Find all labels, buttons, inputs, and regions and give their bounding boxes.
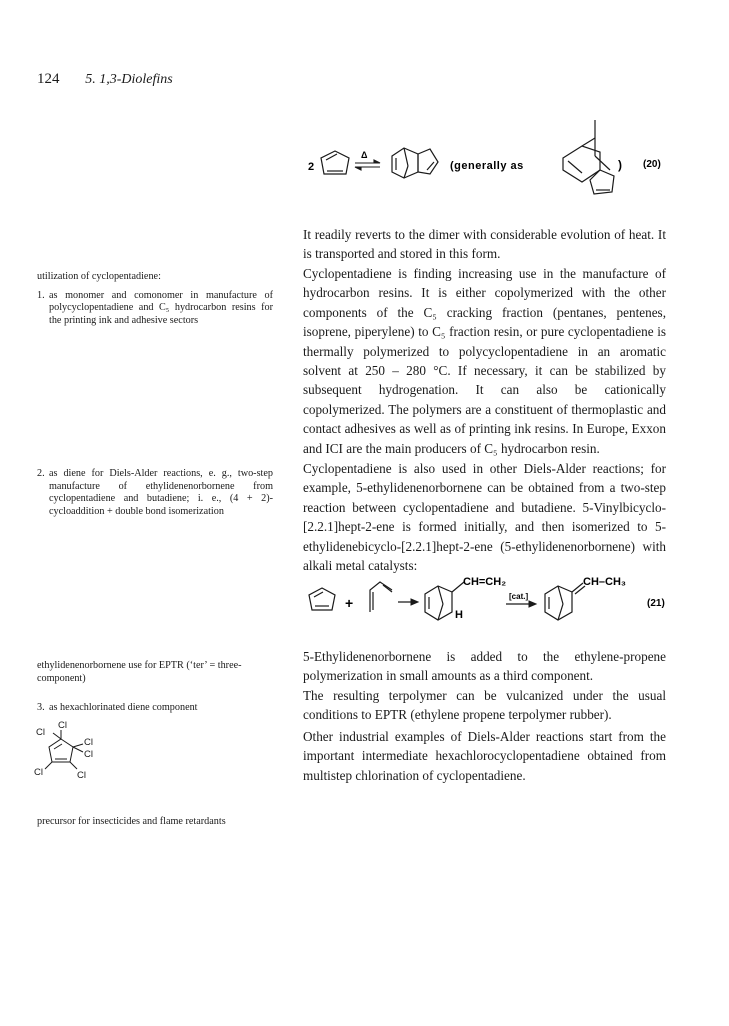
equilibrium-arrows (355, 160, 380, 170)
margin-item-text: as hexachlorinated diene component (49, 702, 198, 713)
eq21-number: (21) (647, 598, 665, 609)
paragraph-diels-alder: Cyclopentadiene is also used in other Diels-Alder reactions; for example, 5-ethylidenenorbornene can be obtained from a two-step reaction between cyclopentadiene and butadiene. 5-Vinylbicyclo-[2.2.1]hept-2-ene is formed initially, and then isomerized to 5-ethylidenebicyclo-[2.2.1]hept-2-ene (5-ethylidenenorbornene) with alkali metal catalysts: (303, 461, 666, 574)
cl-label: Cl (58, 720, 67, 731)
paragraph-resins: Cyclopentadiene is finding increasing use in the manufacture of hydrocarbon resins. It is either copolymerized with the other components of the C₅ cracking fraction (pentanes, pentenes, isoprene, piperylene) to C₅ fraction resin, or pure cyclopentadiene is thermally polymerized to polycyclopentadiene in an aromatic solvent at 250 – 280 °C. If necessary, it can be stabilized by subsequent hydrogenation. It can also be cationically copolymerized. The polymers are a constituent of thermoplastic and contact adhesives as well as of printing ink resins. In Europe, Exxon and ICI are the main producers of C₅ hydrocarbon resin. (303, 266, 666, 456)
cl-label: Cl (84, 749, 93, 760)
eq20-note-close: ) (618, 158, 622, 172)
eq20-coefficient: 2 (308, 161, 315, 173)
running-title: 5. 1,3-Diolefins (85, 72, 173, 87)
margin-note-diels-alder (37, 468, 273, 518)
butadiene-structure (370, 582, 392, 612)
paragraph-terpolymer: The resulting terpolymer can be vulcanized under the usual conditions to EPTR (ethylene propene terpolymer rubber). (303, 688, 666, 723)
reaction-arrow-1 (398, 599, 418, 605)
margin-note-precursor (37, 816, 273, 829)
cyclopentadiene-structure (321, 151, 349, 174)
paragraph-reverts: It readily reverts to the dimer with considerable evolution of heat. It is transported and stored in this form. (303, 227, 666, 262)
margin-precursor-text: precursor for insecticides and flame retardants (37, 816, 226, 827)
delta-symbol: Δ (361, 150, 368, 160)
eq20-note: (generally as (450, 160, 524, 172)
margin-item-text: as diene for Diels-Alder reactions, e. g., two-step manufacture of ethylidenenorbornene from cyclopentadiene and butadiene; i. e., (4 + 2)-cycloaddition + double bond isomerization (49, 468, 273, 517)
margin-item-1 (37, 290, 273, 328)
cl-label: Cl (34, 767, 43, 778)
margin-item-2 (37, 468, 273, 518)
margin-item-text: as monomer and comonomer in manufacture of polycyclopentadiene and C₅ hydrocarbon resins for the printing ink and adhesive sectors (49, 289, 273, 326)
cl-label: Cl (77, 770, 86, 781)
hydrogen-label: H (455, 609, 463, 621)
vinyl-group-label: CH=CH₂ (463, 576, 507, 588)
margin-eptr-text: ethylidenenorbornene use for EPTR (‘ter’ = three-component) (37, 660, 242, 684)
paragraph-third-component: 5-Ethylidenenorbornene is added to the ethylene-propene polymerization in small amounts as a third component. (303, 649, 666, 684)
cl-label: Cl (84, 737, 93, 748)
margin-item-number: 1. (37, 289, 45, 301)
endo-dimer-structure (563, 120, 614, 194)
margin-note-eptr (37, 660, 273, 685)
margin-item-3 (37, 702, 273, 715)
margin-heading: utilization of cyclopentadiene: (37, 271, 161, 282)
cyclopentadiene-structure (309, 588, 335, 610)
ethylidenenorbornene-structure (545, 583, 585, 620)
ethylidene-group-label: CH–CH₃ (583, 576, 626, 588)
margin-note-utilization (37, 271, 273, 327)
equation-20 (300, 118, 680, 210)
hexachlorocyclopentadiene-structure (33, 717, 123, 787)
page-header (37, 71, 173, 88)
eq21-plus: + (345, 595, 354, 611)
catalyst-label: [cat.] (509, 592, 529, 601)
margin-item-number: 2. (37, 468, 45, 479)
eq20-number: (20) (643, 159, 661, 170)
margin-note-hexachloro (37, 702, 273, 715)
equation-21 (300, 568, 680, 638)
margin-item-number: 3. (37, 702, 45, 713)
dicyclopentadiene-structure (392, 148, 438, 178)
paragraph-hexachloro: Other industrial examples of Diels-Alder reactions start from the important intermediate hexachlorocyclopentadiene obtained from multistep chlorination of cyclopentadiene. (303, 729, 666, 783)
page-number: 124 (37, 71, 60, 87)
reaction-arrow-2 (506, 601, 536, 607)
cl-label: Cl (36, 727, 45, 738)
